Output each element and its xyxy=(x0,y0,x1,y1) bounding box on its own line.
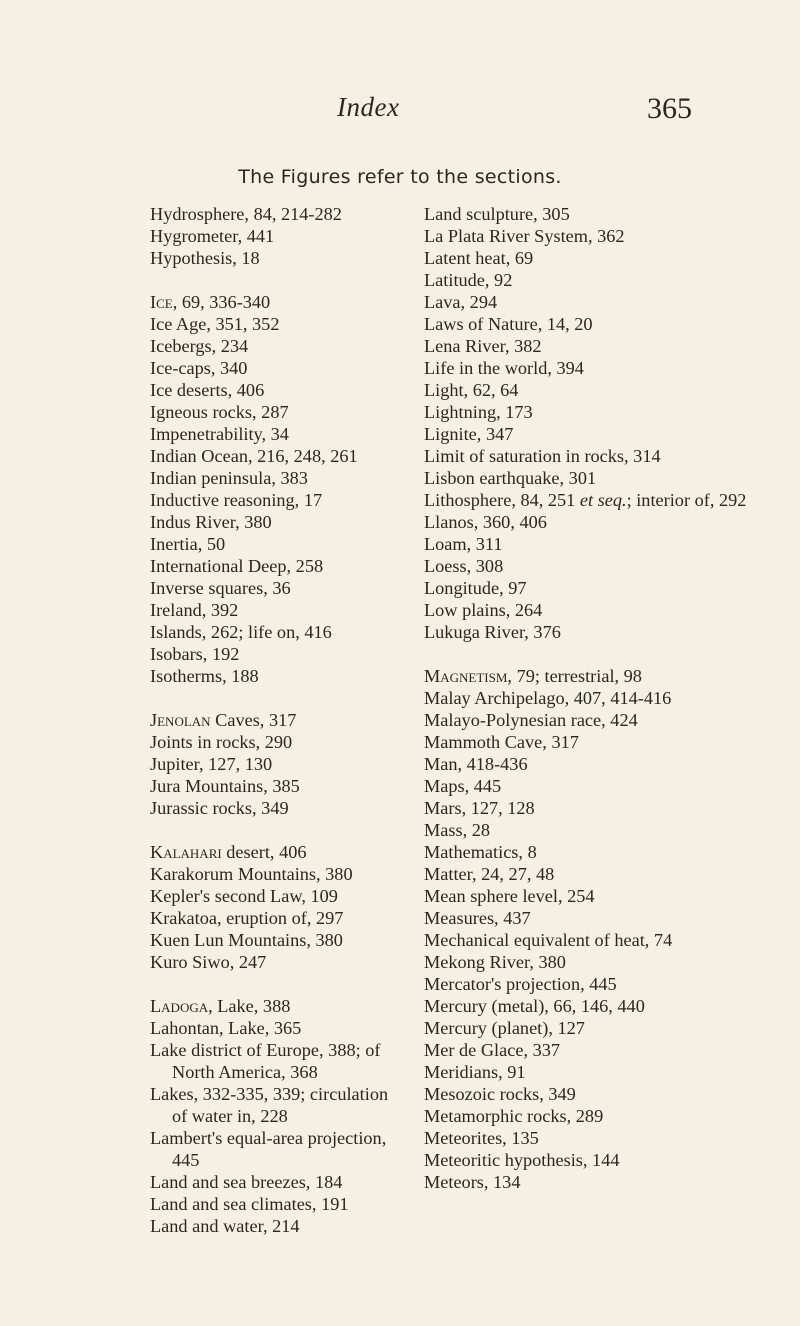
index-entry xyxy=(150,621,406,643)
entry-text: Lightning, 173 xyxy=(424,402,533,422)
index-entry xyxy=(150,709,406,731)
entry-lead-word: Ladoga xyxy=(150,996,209,1016)
index-entry xyxy=(424,577,764,599)
index-entry xyxy=(424,489,764,511)
index-entry xyxy=(150,247,406,269)
index-entry xyxy=(150,379,406,401)
index-entry xyxy=(424,687,764,709)
index-entry xyxy=(150,335,406,357)
index-entry xyxy=(150,907,406,929)
index-entry xyxy=(424,467,764,489)
entry-text: Mercury (metal), 66, 146, 440 xyxy=(424,996,645,1016)
index-entry xyxy=(424,665,764,687)
entry-text: Mechanical equivalent of heat, 74 xyxy=(424,930,673,950)
index-entry xyxy=(150,1171,406,1193)
entry-text: Caves, 317 xyxy=(210,710,297,730)
index-entry xyxy=(424,203,764,225)
entry-text: Loess, 308 xyxy=(424,556,504,576)
index-entry xyxy=(424,731,764,753)
index-entry xyxy=(424,533,764,555)
index-entry xyxy=(150,951,406,973)
entry-text: Mammoth Cave, 317 xyxy=(424,732,579,752)
index-entry xyxy=(424,291,764,313)
index-entry xyxy=(150,599,406,621)
index-entry xyxy=(424,1017,764,1039)
index-entry xyxy=(150,357,406,379)
entry-text: Limit of saturation in rocks, 314 xyxy=(424,446,661,466)
entry-text: Indian peninsula, 383 xyxy=(150,468,308,488)
index-entry xyxy=(150,291,406,313)
entry-text: Maps, 445 xyxy=(424,776,502,796)
entry-text: Jura Mountains, 385 xyxy=(150,776,300,796)
entry-text: Lake district of Europe, 388; of North America, 368 xyxy=(150,1040,381,1082)
index-entry xyxy=(424,1061,764,1083)
entry-lead-word: Magnetism xyxy=(424,666,508,686)
entry-text: Mekong River, 380 xyxy=(424,952,566,972)
index-entry xyxy=(150,489,406,511)
index-entry xyxy=(424,753,764,775)
entry-text: Meteorites, 135 xyxy=(424,1128,539,1148)
index-entry xyxy=(150,533,406,555)
entry-text: Low plains, 264 xyxy=(424,600,543,620)
entry-text: Lakes, 332-335, 339; circulation of water in, 228 xyxy=(150,1084,389,1126)
entry-text: Mesozoic rocks, 349 xyxy=(424,1084,576,1104)
entry-text: Latitude, 92 xyxy=(424,270,513,290)
index-entry xyxy=(150,401,406,423)
index-entry xyxy=(424,379,764,401)
entry-text: Mean sphere level, 254 xyxy=(424,886,595,906)
index-entry xyxy=(150,555,406,577)
entry-text: Jurassic rocks, 349 xyxy=(150,798,289,818)
entry-text: Kepler's second Law, 109 xyxy=(150,886,338,906)
index-entry xyxy=(424,401,764,423)
index-entry xyxy=(424,247,764,269)
entry-text: Inverse squares, 36 xyxy=(150,578,291,598)
entry-text: Light, 62, 64 xyxy=(424,380,519,400)
index-entry xyxy=(424,841,764,863)
entry-text: Ice deserts, 406 xyxy=(150,380,265,400)
index-entry xyxy=(424,709,764,731)
entry-text: Loam, 311 xyxy=(424,534,503,554)
entry-text: Icebergs, 234 xyxy=(150,336,249,356)
index-entry xyxy=(424,929,764,951)
index-entry xyxy=(150,467,406,489)
index-entry xyxy=(424,313,764,335)
entry-italic: et seq. xyxy=(579,490,627,510)
index-entry xyxy=(150,863,406,885)
entry-text: Malayo-Polynesian race, 424 xyxy=(424,710,638,730)
index-entry xyxy=(150,731,406,753)
entry-text: Lithosphere, 84, 251 xyxy=(424,490,580,510)
entry-text: Lisbon earthquake, 301 xyxy=(424,468,597,488)
entry-text: Mathematics, 8 xyxy=(424,842,537,862)
entry-text: Land and sea climates, 191 xyxy=(150,1194,349,1214)
index-entry xyxy=(150,929,406,951)
index-entry xyxy=(150,1193,406,1215)
entry-text: desert, 406 xyxy=(221,842,307,862)
index-entry xyxy=(424,1171,764,1193)
entry-lead-word: Ice xyxy=(150,292,173,312)
index-entry xyxy=(424,797,764,819)
entry-text: Matter, 24, 27, 48 xyxy=(424,864,555,884)
entry-text: Meridians, 91 xyxy=(424,1062,526,1082)
index-entry xyxy=(424,1149,764,1171)
index-entry xyxy=(150,775,406,797)
entry-tail: ; interior of, 292 xyxy=(626,490,747,510)
index-entry xyxy=(150,1039,406,1083)
index-entry xyxy=(424,335,764,357)
entry-text: Longitude, 97 xyxy=(424,578,527,598)
entry-text: Latent heat, 69 xyxy=(424,248,534,268)
entry-text: La Plata River System, 362 xyxy=(424,226,625,246)
entry-text: Mer de Glace, 337 xyxy=(424,1040,561,1060)
entry-text: Jupiter, 127, 130 xyxy=(150,754,273,774)
entry-lead-word: Kalahari xyxy=(150,842,222,862)
index-entry xyxy=(150,797,406,819)
index-entry xyxy=(424,357,764,379)
index-entry xyxy=(424,1105,764,1127)
entry-text: Measures, 437 xyxy=(424,908,531,928)
page-number: 365 xyxy=(647,92,692,125)
index-column-left xyxy=(150,203,406,1237)
index-entry xyxy=(424,445,764,467)
entry-text: , Lake, 388 xyxy=(208,996,291,1016)
index-entry xyxy=(150,995,406,1017)
entry-text: Inertia, 50 xyxy=(150,534,226,554)
entry-text: Krakatoa, eruption of, 297 xyxy=(150,908,344,928)
entry-text: Llanos, 360, 406 xyxy=(424,512,547,532)
entry-text: Isotherms, 188 xyxy=(150,666,259,686)
entry-text: Land and sea breezes, 184 xyxy=(150,1172,343,1192)
index-entry xyxy=(424,555,764,577)
index-entry xyxy=(424,907,764,929)
index-entry xyxy=(424,511,764,533)
index-entry xyxy=(150,841,406,863)
index-entry xyxy=(424,951,764,973)
index-entry xyxy=(424,269,764,291)
entry-text: Indus River, 380 xyxy=(150,512,272,532)
entry-text: Kuro Siwo, 247 xyxy=(150,952,267,972)
entry-text: Karakorum Mountains, 380 xyxy=(150,864,353,884)
index-entry xyxy=(424,863,764,885)
index-entry xyxy=(150,643,406,665)
index-entry xyxy=(424,819,764,841)
entry-text: Lena River, 382 xyxy=(424,336,542,356)
entry-text: Joints in rocks, 290 xyxy=(150,732,293,752)
running-title: Index xyxy=(337,92,400,122)
index-entry xyxy=(424,1083,764,1105)
entry-text: Mercury (planet), 127 xyxy=(424,1018,585,1038)
index-entry xyxy=(424,775,764,797)
entry-text: Hydrosphere, 84, 214-282 xyxy=(150,204,342,224)
entry-text: Mars, 127, 128 xyxy=(424,798,535,818)
entry-text: Islands, 262; life on, 416 xyxy=(150,622,332,642)
entry-text: Meteoritic hypothesis, 144 xyxy=(424,1150,620,1170)
index-note: The Figures refer to the sections. xyxy=(238,166,562,188)
entry-text: Laws of Nature, 14, 20 xyxy=(424,314,593,334)
entry-text: Ireland, 392 xyxy=(150,600,239,620)
entry-text: , 79; terrestrial, 98 xyxy=(507,666,642,686)
index-entry xyxy=(150,423,406,445)
index-entry xyxy=(150,511,406,533)
entry-text: , 69, 336-340 xyxy=(172,292,271,312)
index-entry xyxy=(150,445,406,467)
index-entry xyxy=(150,665,406,687)
index-entry xyxy=(424,973,764,995)
index-entry xyxy=(150,225,406,247)
entry-text: Ice Age, 351, 352 xyxy=(150,314,280,334)
index-entry xyxy=(424,995,764,1017)
entry-text: Land and water, 214 xyxy=(150,1216,300,1236)
entry-text: Mass, 28 xyxy=(424,820,491,840)
index-entry xyxy=(424,885,764,907)
index-entry xyxy=(424,225,764,247)
entry-text: Lukuga River, 376 xyxy=(424,622,561,642)
entry-text: Land sculpture, 305 xyxy=(424,204,570,224)
entry-text: Malay Archipelago, 407, 414-416 xyxy=(424,688,672,708)
entry-text: Ice-caps, 340 xyxy=(150,358,248,378)
entry-text: Hypothesis, 18 xyxy=(150,248,260,268)
entry-text: Lahontan, Lake, 365 xyxy=(150,1018,302,1038)
entry-text: Meteors, 134 xyxy=(424,1172,521,1192)
entry-text: Inductive reasoning, 17 xyxy=(150,490,323,510)
index-entry xyxy=(424,1039,764,1061)
page-header xyxy=(0,92,800,142)
index-entry xyxy=(150,885,406,907)
entry-text: Lava, 294 xyxy=(424,292,498,312)
entry-text: Metamorphic rocks, 289 xyxy=(424,1106,604,1126)
index-entry xyxy=(150,753,406,775)
index-entry xyxy=(424,621,764,643)
index-entry xyxy=(150,203,406,225)
entry-text: Indian Ocean, 216, 248, 261 xyxy=(150,446,358,466)
entry-text: Lambert's equal-area projection, 445 xyxy=(150,1128,387,1170)
entry-text: International Deep, 258 xyxy=(150,556,324,576)
index-entry xyxy=(150,577,406,599)
index-entry xyxy=(150,1083,406,1127)
entry-text: Life in the world, 394 xyxy=(424,358,584,378)
entry-text: Man, 418-436 xyxy=(424,754,528,774)
entry-text: Kuen Lun Mountains, 380 xyxy=(150,930,343,950)
entry-text: Igneous rocks, 287 xyxy=(150,402,289,422)
index-entry xyxy=(150,1215,406,1237)
entry-text: Lignite, 347 xyxy=(424,424,514,444)
index-entry xyxy=(424,423,764,445)
entry-text: Isobars, 192 xyxy=(150,644,240,664)
entry-text: Mercator's projection, 445 xyxy=(424,974,617,994)
index-entry xyxy=(424,599,764,621)
index-entry xyxy=(150,1017,406,1039)
entry-lead-word: Jenolan xyxy=(150,710,211,730)
index-entry xyxy=(424,1127,764,1149)
entry-text: Hygrometer, 441 xyxy=(150,226,275,246)
index-column-right xyxy=(424,203,764,1193)
index-entry xyxy=(150,313,406,335)
index-entry xyxy=(150,1127,406,1171)
entry-text: Impenetrability, 34 xyxy=(150,424,289,444)
